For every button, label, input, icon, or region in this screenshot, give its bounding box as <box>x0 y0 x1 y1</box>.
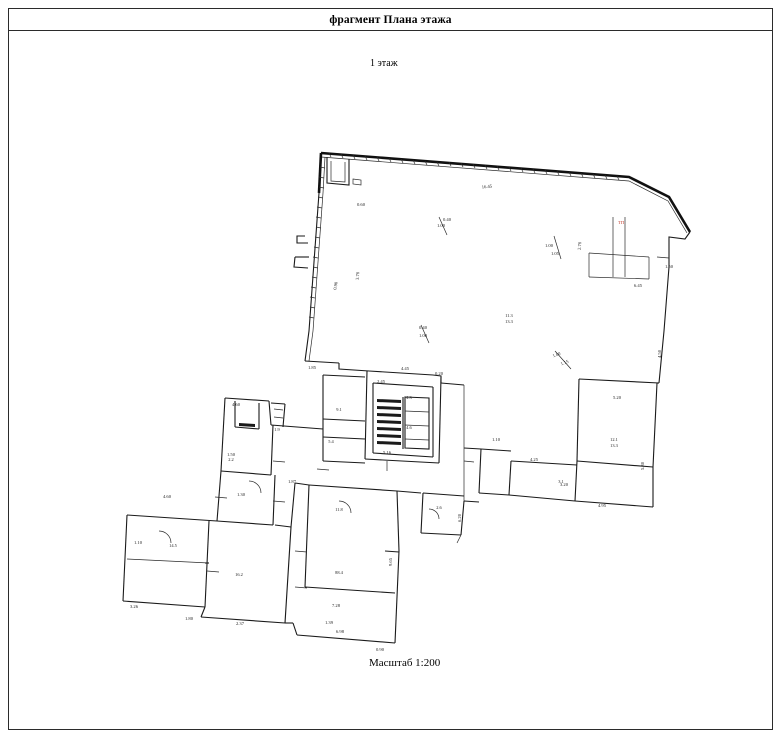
room-area-label-7: 11.8 <box>335 507 343 512</box>
room-label-layer <box>169 313 618 577</box>
dimension-label-22: 3.26 <box>129 604 139 609</box>
dimension-label-11: 1.85 <box>307 365 317 370</box>
room-area-label-5: 14.5 <box>169 543 177 548</box>
floor-label: 1 этаж <box>370 58 398 69</box>
scale-label: Масштаб 1:200 <box>369 657 441 669</box>
dimension-label-28: 0.90 <box>375 647 385 651</box>
dimension-label-9: 1.15 <box>559 358 570 367</box>
room-area-label-2: 12.1 <box>610 437 618 442</box>
room-area-label-3: 13.3 <box>610 443 618 448</box>
dimension-label-37: 6.45 <box>633 283 643 288</box>
dimension-label-27: 6.98 <box>335 629 345 634</box>
dimension-label-0: 16.45 <box>481 183 493 190</box>
dimension-label-4: 1.05 <box>550 251 560 256</box>
dimension-label-26: 1.39 <box>324 620 334 625</box>
dimension-label-23: 1.80 <box>184 616 194 621</box>
room-area-label-9: 5.4 <box>328 439 334 444</box>
room-area-label-14: 3.1 <box>558 479 564 484</box>
dimension-label-14: 2.45 <box>376 379 386 384</box>
dimension-label-31: 4.25 <box>529 457 539 462</box>
dimension-label-38: 1.50 <box>664 264 674 269</box>
dimension-label-3: 1.00 <box>544 243 554 248</box>
dimension-label-20: 4.60 <box>162 494 172 499</box>
dimension-label-41: 3.70 <box>354 271 361 281</box>
room-area-label-12: 1.9 <box>274 427 280 432</box>
dimension-label-34: 6.20 <box>457 513 462 523</box>
red-annotation-0: ТП <box>617 220 625 225</box>
dimension-label-12: 4.45 <box>400 366 410 371</box>
room-area-label-1: 13.3 <box>505 319 513 324</box>
dimension-label-24: 2.37 <box>235 621 245 626</box>
dimension-label-1: 1.00 <box>436 223 446 228</box>
dimension-label-39: 0.60 <box>356 202 366 207</box>
room-area-label-15: 2.6 <box>436 505 442 510</box>
floor-plan-drawing <box>9 31 772 651</box>
room-area-label-8: 9.1 <box>336 407 342 412</box>
upper-hall-walls <box>294 153 690 441</box>
dimension-label-13: 0.20 <box>434 371 444 376</box>
dimension-label-18: 1.30 <box>236 492 246 497</box>
dimension-label-32: 3.20 <box>559 482 569 487</box>
dimension-label-5: 2.70 <box>576 241 583 251</box>
room-area-label-10: 4.3 <box>406 395 412 400</box>
room-area-label-6: 16.2 <box>235 572 243 577</box>
room-area-label-11: 4.6 <box>406 425 412 430</box>
page-title: фрагмент Плана этажа <box>329 13 452 26</box>
dimension-label-30: 1.10 <box>491 437 501 442</box>
dimension-label-17: 1.50 <box>226 452 236 457</box>
dimension-label-6: 0.40 <box>418 325 428 330</box>
room-area-label-0: 11.3 <box>505 313 513 318</box>
dimension-label-2: 0.40 <box>442 217 452 222</box>
red-annotation-layer <box>618 220 625 225</box>
dimension-label-10: 5.20 <box>612 395 622 400</box>
room-area-label-13: 2.2 <box>228 457 234 462</box>
dimension-label-36: 4.50 <box>657 349 662 359</box>
dimension-label-40: 0.90 <box>332 281 339 291</box>
dimension-label-25: 7.28 <box>331 603 341 608</box>
dimension-label-16: 4.60 <box>231 402 241 407</box>
dimension-label-29: 9.65 <box>388 557 393 567</box>
dimension-label-8: 1.00 <box>551 350 562 359</box>
room-area-label-4: 88.4 <box>335 570 343 575</box>
dimension-ticks <box>207 217 669 588</box>
dimension-label-7: 1.00 <box>418 333 428 338</box>
dimension-label-19: 1.87 <box>287 479 297 484</box>
title-block <box>9 9 772 31</box>
dimension-label-35: 5.30 <box>640 461 645 471</box>
dimension-label-21: 1.10 <box>133 540 143 545</box>
dimension-label-33: 4.95 <box>597 503 607 508</box>
dimension-label-15: 5.16 <box>382 450 392 455</box>
